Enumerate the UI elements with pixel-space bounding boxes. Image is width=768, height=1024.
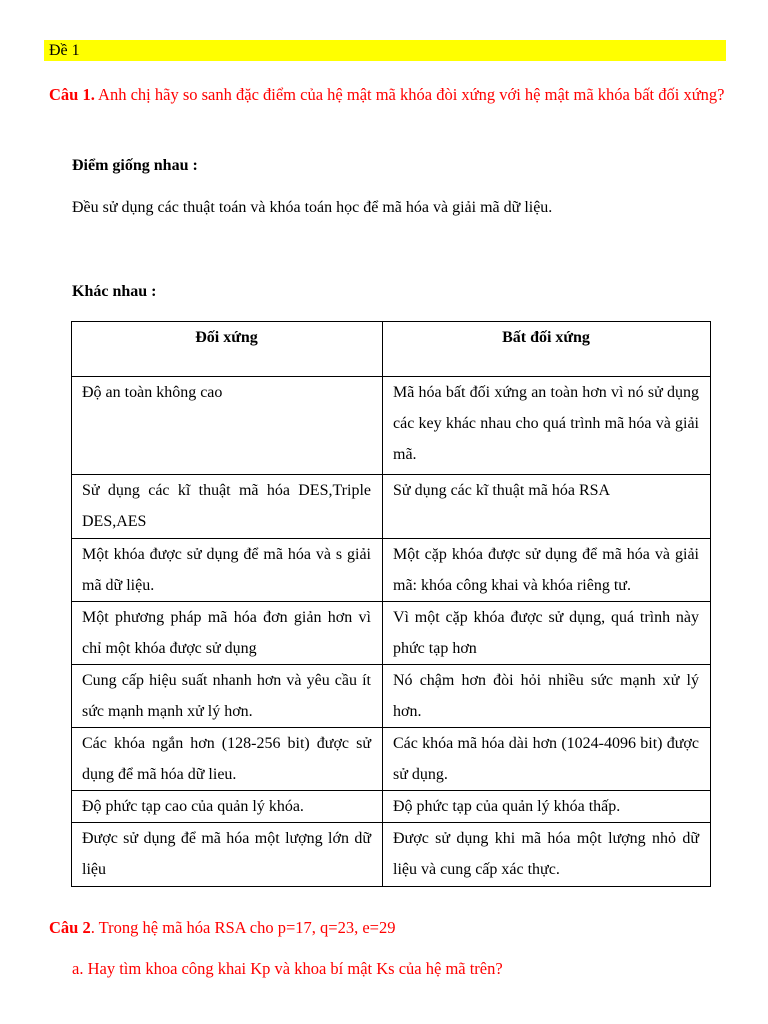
table-cell: Được sử dụng khi mã hóa một lượng nhỏ dữ liệu và cung cấp xác thực. [383,823,711,887]
table-cell: Mã hóa bất đối xứng an toàn hơn vì nó sử dụng các key khác nhau cho quá trình mã hóa và giải mã. [383,377,711,475]
table-row [72,602,711,665]
table-cell: Nó chậm hơn đòi hỏi nhiều sức mạnh xử lý hơn. [383,665,711,728]
exam-title: Đề 1 [44,40,726,61]
table-cell: Một cặp khóa được sử dụng để mã hóa và giải mã: khóa công khai và khóa riêng tư. [383,539,711,602]
table-row [72,665,711,728]
table-cell: Được sử dụng để mã hóa một lượng lớn dữ liệu [72,823,383,887]
question-1-label: Câu 1. [49,85,95,104]
table-cell: Các khóa ngắn hơn (128-256 bit) được sử dụng để mã hóa dữ lieu. [72,728,383,791]
table-cell: Độ phức tạp cao của quản lý khóa. [72,791,383,823]
table-cell: Độ phức tạp của quản lý khóa thấp. [383,791,711,823]
table-cell: Một khóa được sử dụng để mã hóa và s giải mã dữ liệu. [72,539,383,602]
column-header-asymmetric: Bất đối xứng [383,322,711,377]
question-1 [49,79,727,110]
question-2-label: Câu 2 [49,918,91,937]
column-header-symmetric: Đối xứng [72,322,383,377]
table-row [72,475,711,539]
table-cell: Độ an toàn không cao [72,377,383,475]
table-cell: Sử dụng các kĩ thuật mã hóa DES,Triple DES,AES [72,475,383,539]
table-cell: Các khóa mã hóa dài hơn (1024-4096 bit) được sử dụng. [383,728,711,791]
table-cell: Vì một cặp khóa được sử dụng, quá trình này phức tạp hơn [383,602,711,665]
table-row [72,377,711,475]
table-cell: Cung cấp hiệu suất nhanh hơn và yêu cầu ít sức mạnh mạnh xử lý hơn. [72,665,383,728]
question-1-text: Anh chị hãy so sanh đặc điểm của hệ mật mã khóa đòi xứng với hệ mật mã khóa bất đối xứng? [94,85,725,104]
table-header-row [72,322,711,377]
similarities-heading: Điểm giống nhau : [72,157,198,174]
question-2-text: . Trong hệ mã hóa RSA cho p=17, q=23, e=29 [90,918,396,937]
table-row [72,539,711,602]
comparison-table [71,321,711,887]
question-2 [49,912,727,943]
table-row [72,823,711,887]
similarities-text: Đều sử dụng các thuật toán và khóa toán học để mã hóa và giải mã dữ liệu. [72,199,553,216]
question-2-part-a: a. Hay tìm khoa công khai Kp và khoa bí mật Ks của hệ mã trên? [72,959,503,978]
table-cell: Sử dụng các kĩ thuật mã hóa RSA [383,475,711,539]
table-cell: Một phương pháp mã hóa đơn giản hơn vì chỉ một khóa được sử dụng [72,602,383,665]
table-row [72,791,711,823]
differences-heading: Khác nhau : [72,283,157,300]
table-row [72,728,711,791]
